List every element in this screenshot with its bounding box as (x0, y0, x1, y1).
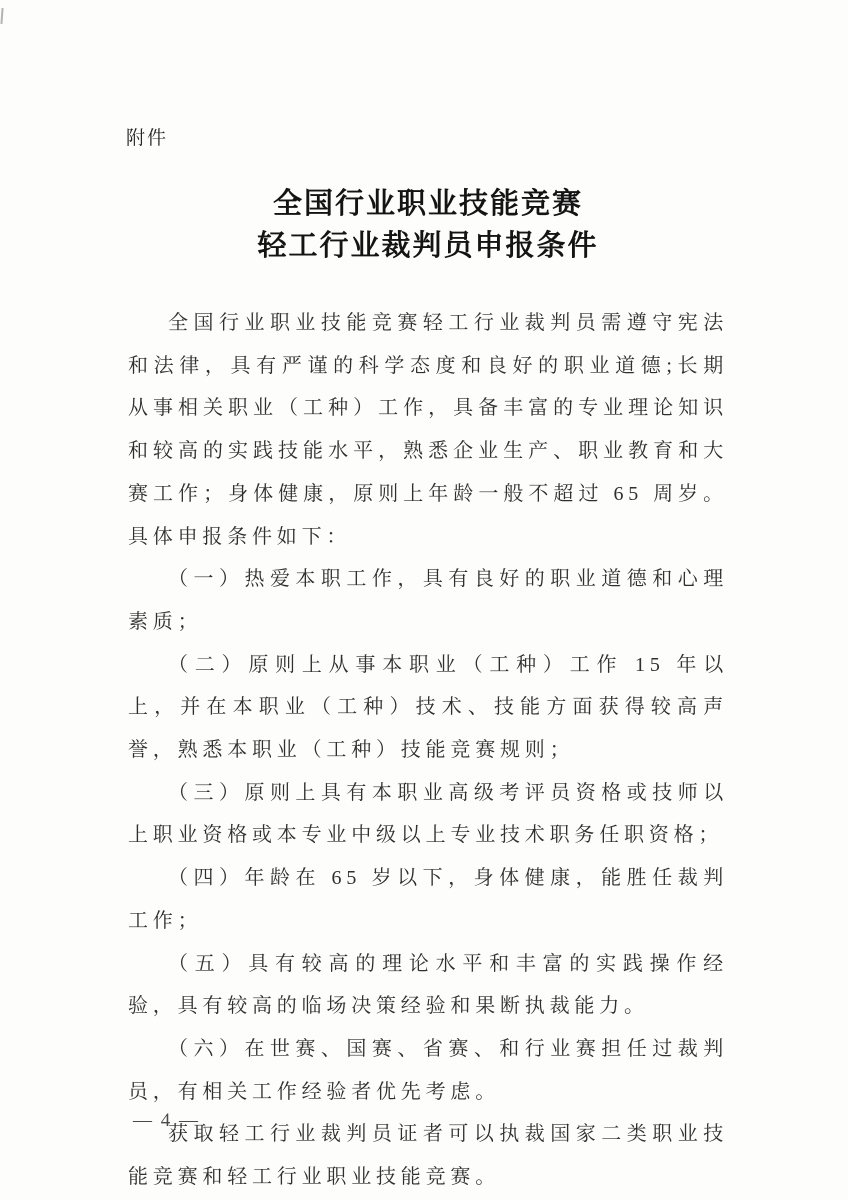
document-body (128, 302, 728, 1199)
document-title (128, 182, 728, 266)
scan-artifact (0, 8, 3, 24)
paragraph-item-1: （一）热爱本职工作，具有良好的职业道德和心理素质； (128, 568, 728, 633)
attachment-label: 附件 (126, 127, 169, 149)
title-line-2: 轻工行业裁判员申报条件 (257, 228, 599, 262)
paragraph-closing: 获取轻工行业裁判员证者可以执裁国家二类职业技能竞赛和轻工行业职业技能竞赛。 (128, 1123, 728, 1189)
paragraph-item-5: （五）具有较高的理论水平和丰富的实践操作经验，具有较高的临场决策经验和果断执裁能力。 (128, 952, 728, 1018)
paragraph-item-6: （六）在世赛、国赛、省赛、和行业赛担任过裁判员，有相关工作经验者优先考虑。 (128, 1037, 728, 1103)
paragraph-intro: 全国行业职业技能竞赛轻工行业裁判员需遵守宪法和法律，具有严谨的科学态度和良好的职业道德;长期从事相关职业（工种）工作，具备丰富的专业理论知识和较高的实践技能水平，熟悉企业生产、职业教育和大赛工作；身体健康，原则上年龄一般不超过 65 周岁。具体申报条件如下： (128, 312, 728, 548)
page-number: — 4 — (133, 1110, 200, 1131)
paragraph-item-4: （四）年龄在 65 岁以下，身体健康，能胜任裁判工作； (128, 867, 728, 932)
title-line-1: 全国行业职业技能竞赛 (272, 186, 583, 220)
paragraph-item-2: （二）原则上从事本职业（工种）工作 15 年以上，并在本职业（工种）技术、技能方面获得较高声誉，熟悉本职业（工种）技能竞赛规则； (128, 653, 728, 762)
paragraph-item-3: （三）原则上具有本职业高级考评员资格或技师以上职业资格或本专业中级以上专业技术职务任职资格； (128, 781, 728, 847)
